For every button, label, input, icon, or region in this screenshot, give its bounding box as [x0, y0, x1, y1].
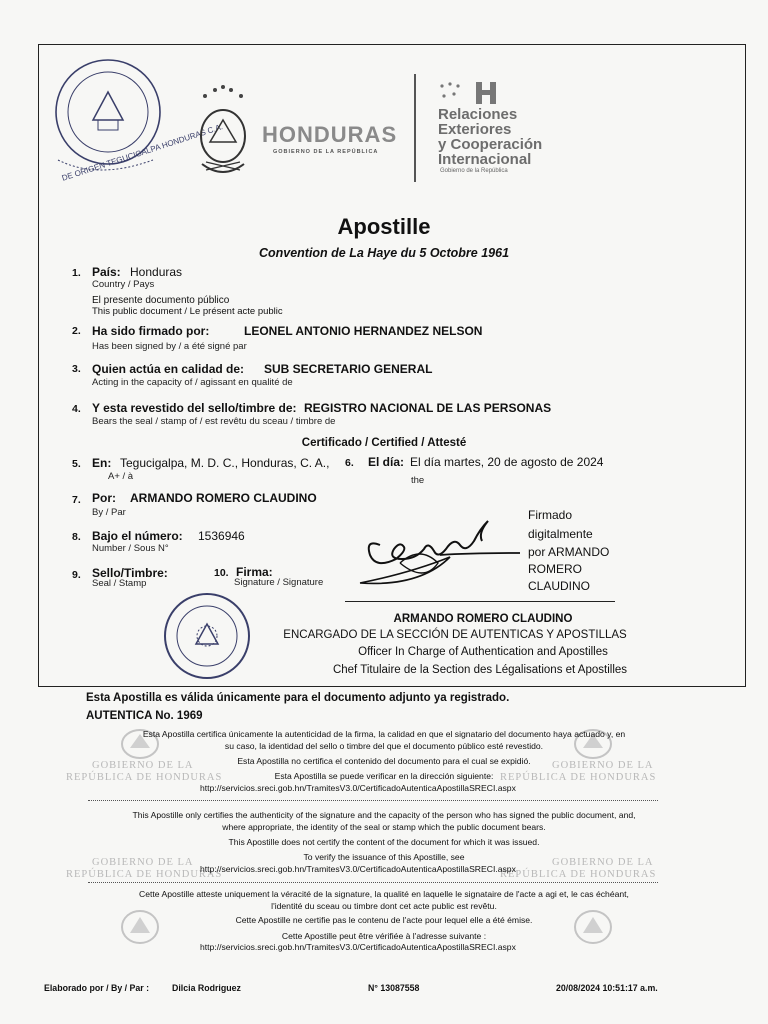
watermark-gov-3b: REPÚBLICA DE HONDURAS — [66, 869, 223, 880]
document-number: N° 13087558 — [368, 983, 420, 993]
watermark-gov-4a: GOBIERNO DE LA — [552, 857, 654, 868]
honduras-wordmark-sub: GOBIERNO DE LA REPÚBLICA — [273, 149, 379, 155]
note-es-1: Esta Apostilla certifica únicamente la autenticidad de la firma, la calidad en que el signatario del documento haya actuado y, en — [142, 729, 626, 739]
field-1-sub: Country / Pays — [92, 279, 155, 290]
field-6-label: El día: — [368, 455, 405, 469]
ministry-line-4: Internacional — [438, 151, 532, 168]
field-8-label: Bajo el número: — [92, 529, 183, 543]
field-2-label: Ha sido firmado por: — [92, 324, 210, 338]
document-line-2: This public document / Le présent acte public — [92, 306, 283, 317]
prepared-by-label: Elaborado por / By / Par : — [44, 983, 150, 993]
honduras-crest-icon — [190, 84, 256, 184]
note-fr-url[interactable]: http://servicios.sreci.gob.hn/TramitesV3.0/CertificadoAutenticaApostillaSRECI.aspx — [200, 942, 516, 952]
field-7-number: 7. — [72, 494, 81, 506]
watermark-gov-1b: REPÚBLICA DE HONDURAS — [66, 772, 223, 783]
field-7-value: ARMANDO ROMERO CLAUDINO — [130, 491, 317, 505]
field-3-number: 3. — [72, 363, 81, 375]
note-en-3: This Apostille does not certify the content of the document for which it was issued. — [228, 837, 540, 847]
field-1-value: Honduras — [130, 265, 183, 279]
prepared-by-value: Dilcia Rodriguez — [172, 983, 241, 993]
ministry-stars-h-icon — [438, 80, 502, 108]
note-es-3: Esta Apostilla no certifica el contenido del documento para el cual se expidió. — [237, 756, 531, 766]
signature-line — [345, 601, 615, 602]
field-3-label: Quien actúa en calidad de: — [92, 362, 245, 376]
watermark-gov-2b: REPÚBLICA DE HONDURAS — [500, 772, 657, 783]
honduras-wordmark: HONDURAS — [262, 122, 398, 147]
field-2-value: LEONEL ANTONIO HERNANDEZ NELSON — [244, 324, 483, 338]
note-es-4: Esta Apostilla se puede verificar en la dirección siguiente: — [274, 771, 494, 781]
note-es-2: su caso, la identidad del sello o timbre del que el documento público esté revestido. — [224, 741, 544, 751]
digital-sign-line-2: digitalmente — [528, 527, 593, 541]
field-5-value: Tegucigalpa, M. D. C., Honduras, C. A., — [120, 456, 330, 470]
ministry-line-1: Relaciones — [438, 106, 518, 123]
watermark-gov-1a: GOBIERNO DE LA — [92, 760, 194, 771]
certified-heading: Certificado / Certified / Attesté — [301, 437, 467, 449]
field-2-number: 2. — [72, 325, 81, 337]
field-9-sub: Seal / Stamp — [92, 578, 147, 589]
field-5-label: En: — [92, 456, 112, 470]
note-fr-3: Cette Apostille ne certifie pas le contenu de l'acte pour lequel elle a été émise. — [235, 915, 533, 925]
field-8-sub: Number / Sous N° — [92, 543, 169, 554]
field-6-number: 6. — [345, 457, 354, 469]
field-5-number: 5. — [72, 458, 81, 470]
signatory-title-en: Officer In Charge of Authentication and Apostilles — [358, 646, 608, 658]
ministry-sub: Gobierno de la República — [440, 168, 508, 174]
field-2-sub: Has been signed by / a été signé par — [92, 341, 247, 352]
autentica-number: AUTENTICA No. 1969 — [86, 710, 203, 722]
document-title: Apostille — [337, 214, 431, 239]
handwritten-signature — [340, 515, 530, 595]
note-fr-4: Cette Apostille peut être vérifiée à l'adresse suivante : — [281, 931, 487, 941]
note-fr-2: l'identité du sceau ou timbre dont cet acte public est revêtu. — [271, 901, 497, 911]
field-6-value: El día martes, 20 de agosto de 2024 — [410, 455, 604, 469]
field-4-sub: Bears the seal / stamp of / est revêtu du sceau / timbre de — [92, 416, 336, 427]
signatory-name: ARMANDO ROMERO CLAUDINO — [393, 613, 573, 625]
document-line-1: El presente documento público — [92, 295, 230, 306]
field-8-value: 1536946 — [198, 529, 245, 543]
field-6-sub: the — [411, 475, 425, 486]
field-3-value: SUB SECRETARIO GENERAL — [264, 362, 433, 376]
field-9-label: Sello/Timbre: — [92, 566, 168, 580]
field-10-number: 10. — [214, 567, 229, 579]
field-7-sub: By / Par — [92, 507, 126, 518]
header-divider — [414, 74, 416, 182]
digital-sign-line-3: por ARMANDO — [528, 545, 610, 559]
ministry-line-2: Exteriores — [438, 121, 512, 138]
field-9-number: 9. — [72, 569, 81, 581]
field-1-number: 1. — [72, 267, 81, 279]
note-en-4: To verify the issuance of this Apostille, see — [303, 852, 465, 862]
watermark-gov-2a: GOBIERNO DE LA — [552, 760, 654, 771]
note-en-2: where appropriate, the identity of the seal or stamp which the public document bears. — [222, 822, 546, 832]
official-round-seal — [158, 590, 256, 682]
signatory-title-es: ENCARGADO DE LA SECCIÓN DE AUTENTICAS Y APOSTILLAS — [283, 629, 627, 641]
digital-sign-line-1: Firmado — [528, 508, 573, 522]
validity-line: Esta Apostilla es válida únicamente para el documento adjunto ya registrado. — [86, 692, 510, 704]
field-1-label: País: — [92, 265, 121, 279]
field-4-value: REGISTRO NACIONAL DE LAS PERSONAS — [304, 401, 552, 415]
note-fr-1: Cette Apostille atteste uniquement la véracité de la signature, la qualité en laquelle le signataire de l'acte a agi et, le cas échéant, — [139, 889, 629, 899]
signatory-title-fr: Chef Titulaire de la Section des Légalisations et Apostilles — [332, 664, 628, 676]
watermark-gov-4b: REPÚBLICA DE HONDURAS — [500, 869, 657, 880]
separator-1 — [88, 800, 658, 801]
note-en-1: This Apostille only certifies the authenticity of the signature and the capacity of the person who has signed the public document, and, — [132, 810, 636, 820]
convention-subtitle: Convention de La Haye du 5 Octobre 1961 — [258, 246, 510, 260]
ministry-line-3: y Cooperación — [438, 136, 543, 153]
digital-sign-line-4: ROMERO — [528, 562, 582, 576]
note-en-url[interactable]: http://servicios.sreci.gob.hn/TramitesV3.0/CertificadoAutenticaApostillaSRECI.aspx — [200, 864, 516, 874]
issue-datetime: 20/08/2024 10:51:17 a.m. — [556, 983, 658, 993]
field-7-label: Por: — [92, 491, 116, 505]
origin-stamp-text: DE ORIGEN TEGUCIGALPA HONDURAS C.A. — [60, 122, 224, 183]
field-3-sub: Acting in the capacity of / agissant en qualité de — [92, 377, 293, 388]
field-4-label: Y esta revestido del sello/timbre de: — [92, 401, 297, 415]
note-es-url[interactable]: http://servicios.sreci.gob.hn/TramitesV3.0/CertificadoAutenticaApostillaSRECI.aspx — [200, 783, 516, 793]
field-5-sub: A+ / à — [108, 471, 134, 482]
digital-sign-line-5: CLAUDINO — [528, 579, 591, 593]
field-10-label: Firma: — [236, 565, 273, 579]
watermark-gov-3a: GOBIERNO DE LA — [92, 857, 194, 868]
field-4-number: 4. — [72, 403, 81, 415]
separator-2 — [88, 882, 658, 883]
field-8-number: 8. — [72, 531, 81, 543]
field-10-sub: Signature / Signature — [234, 577, 324, 588]
